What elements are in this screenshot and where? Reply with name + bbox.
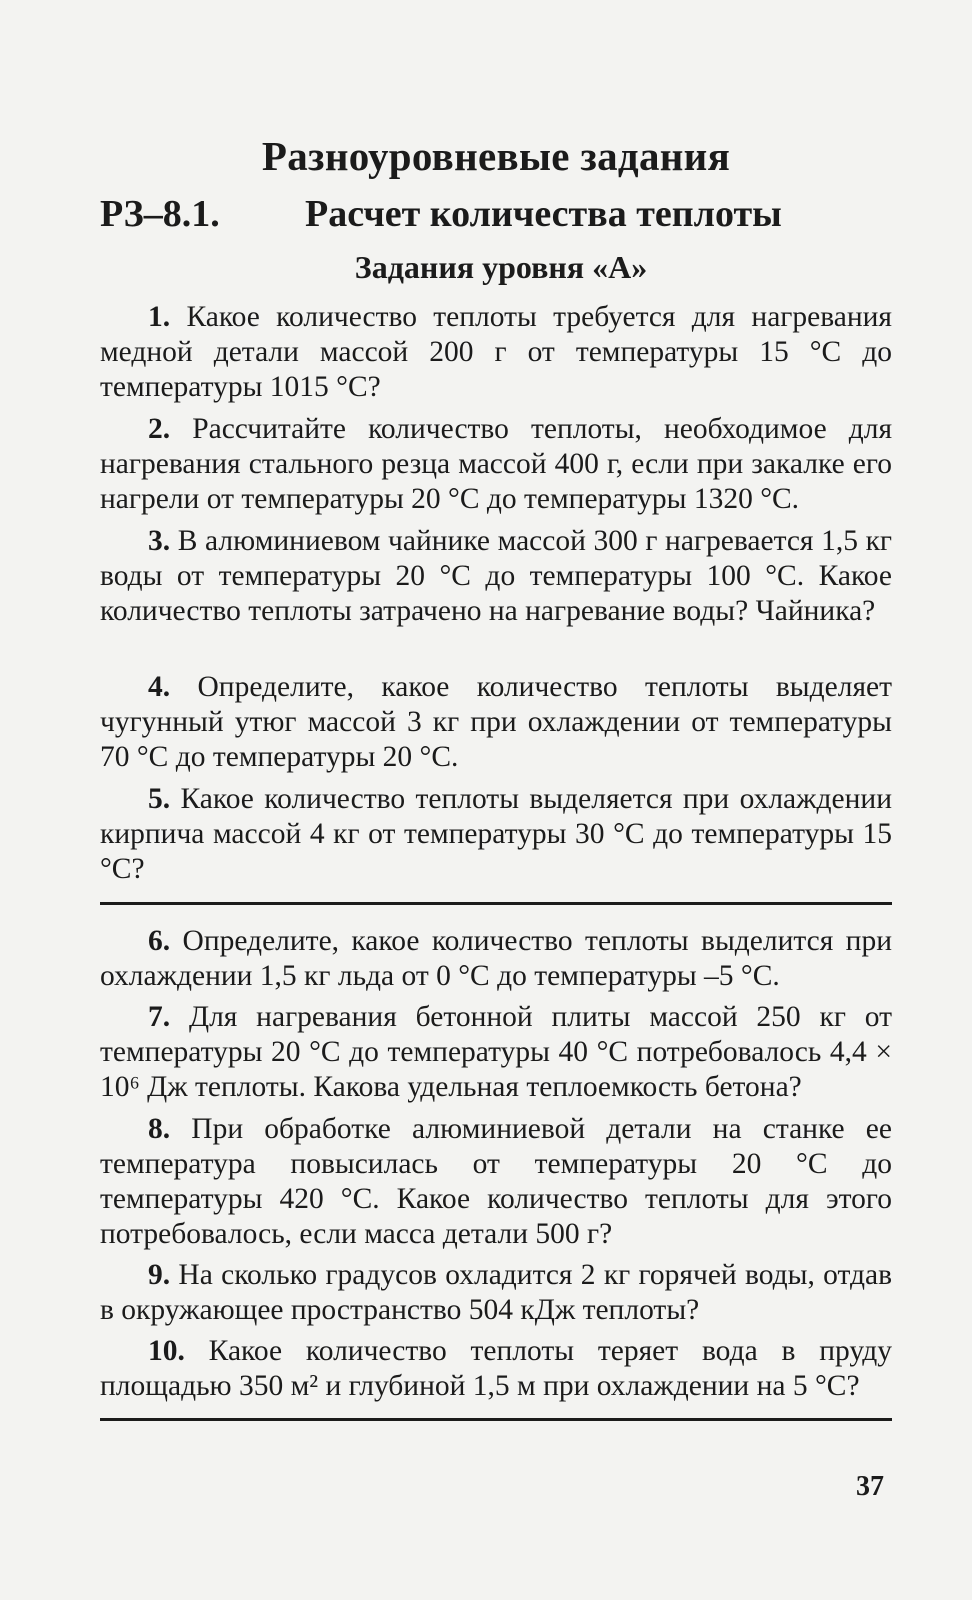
task-number: 7.	[148, 1001, 171, 1033]
page-title: Разноуровневые задания	[261, 133, 731, 179]
task-text: Для нагревания бетонной плиты массой 250 кг от температуры 20 °С до температуры 40 °С потребовалось 4,4 × 10⁶ Дж теплоты. Какова удельная теплоемкость бетона?	[100, 1001, 892, 1103]
task-number: 8.	[148, 1113, 171, 1145]
task-number: 3.	[148, 525, 171, 557]
task-text: В алюминиевом чайнике массой 300 г нагревается 1,5 кг воды от температуры 20 °С до температуры 100 °С. Какое количество теплоты затрачено на нагревание воды? Чайника?	[100, 525, 893, 627]
task-text: Определите, какое количество теплоты выделяет чугунный утюг массой 3 кг при охлаждении от температуры 70 °С до температуры 20 °С.	[100, 671, 893, 773]
task-1	[100, 300, 892, 405]
task-text: Какое количество теплоты требуется для нагревания медной детали массой 200 г от температуры 15 °С до температуры 1015 °С?	[100, 301, 893, 403]
task-number: 10.	[148, 1335, 185, 1367]
task-4	[100, 670, 892, 775]
task-number: 6.	[148, 925, 171, 957]
task-text: Какое количество теплоты теряет вода в пруду площадью 350 м² и глубиной 1,5 м при охлаждении на 5 °С?	[100, 1335, 892, 1402]
task-number: 2.	[148, 413, 171, 445]
task-text: Рассчитайте количество теплоты, необходимое для нагревания стального резца массой 400 г, если при закалке его нагрели от температуры 20 °С до температуры 1320 °С.	[100, 413, 893, 515]
task-10	[100, 1334, 892, 1404]
task-text: Определите, какое количество теплоты выделится при охлаждении 1,5 кг льда от 0 °С до температуры –5 °С.	[100, 925, 892, 992]
task-3	[100, 524, 892, 629]
task-7	[100, 1000, 892, 1105]
page-number: 37	[856, 1471, 884, 1502]
section-code: РЗ–8.1.	[100, 193, 220, 235]
divider-line	[100, 902, 892, 905]
task-number: 5.	[148, 783, 171, 815]
task-9	[100, 1258, 892, 1328]
task-8	[100, 1112, 892, 1252]
task-text: На сколько градусов охладится 2 кг горячей воды, отдав в окружающее пространство 504 кДж теплоты?	[100, 1259, 892, 1326]
divider-line	[100, 1418, 892, 1421]
level-heading: Задания уровня «А»	[354, 249, 648, 285]
section-title: Расчет количества теплоты	[305, 193, 782, 235]
task-text: Какое количество теплоты выделяется при охлаждении кирпича массой 4 кг от температуры 30 °С до температуры 15 °С?	[100, 783, 892, 885]
task-number: 4.	[148, 671, 171, 703]
task-2	[100, 412, 892, 517]
task-text: При обработке алюминиевой детали на станке ее температура повысилась от температуры 20 °С до температуры 420 °С. Какое количество теплоты для этого потребовалось, если масса детали 500 г?	[100, 1113, 892, 1250]
task-6	[100, 924, 892, 994]
task-number: 1.	[148, 301, 171, 333]
task-5	[100, 782, 892, 887]
task-number: 9.	[148, 1259, 171, 1291]
